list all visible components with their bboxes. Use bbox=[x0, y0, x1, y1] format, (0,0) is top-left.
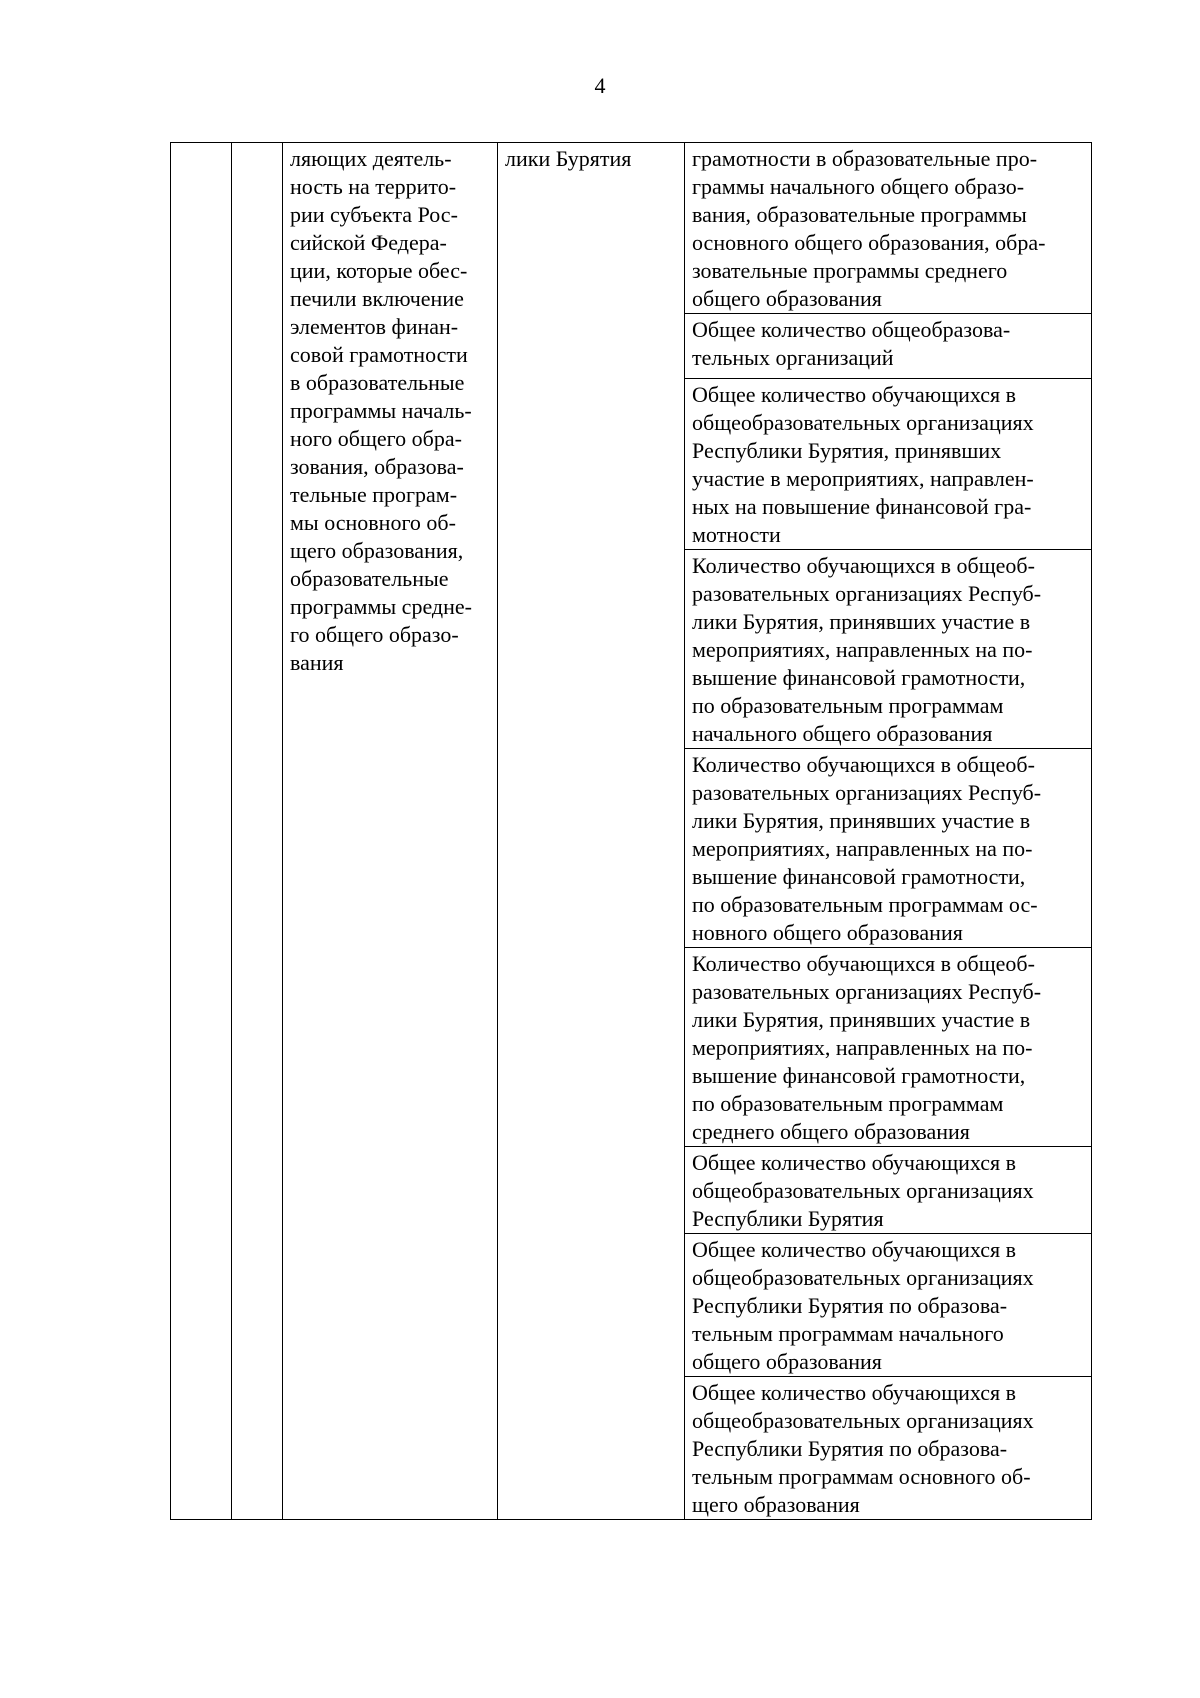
executor-text: лики Бурятия bbox=[505, 146, 632, 171]
task-cell bbox=[283, 143, 498, 1520]
indicator-cell bbox=[685, 948, 1092, 1147]
indicator-cell bbox=[685, 1377, 1092, 1520]
indicator-cell bbox=[685, 1234, 1092, 1377]
indicator-cell bbox=[685, 749, 1092, 948]
page-number: 4 bbox=[594, 73, 606, 98]
indicator-cell bbox=[685, 143, 1092, 314]
executor-cell bbox=[498, 143, 685, 1520]
indicator-text: грамотности в образовательные про- граммы начального общего образо- вания, образовательные программы основного общего образования, обра- зовательные программы среднего общего образования bbox=[692, 146, 1046, 311]
indicator-text: Общее количество обучающихся в общеобразовательных организациях Республики Бурятия по образова- тельным программам основного об- щего образования bbox=[692, 1380, 1034, 1517]
task-text: ляющих деятель- ность на террито- рии субъекта Рос- сийской Федера- ции, которые обес- печили включение элементов финан- совой грамотности в образовательные программы началь- ного общего обра- зования, образова- тельные програм- мы основного об- щего образования, образовательные программы средне- го общего образо- вания bbox=[290, 146, 472, 675]
indicator-text: Количество обучающихся в общеоб- разовательных организациях Респуб- лики Бурятия, принявших участие в мероприятиях, направленных на по- вышение финансовой грамотности, по образовательным программам среднего общего образования bbox=[692, 951, 1042, 1144]
indicator-text: Количество обучающихся в общеоб- разовательных организациях Респуб- лики Бурятия, принявших участие в мероприятиях, направленных на по- вышение финансовой грамотности, по образовательным программам начального общего образования bbox=[692, 553, 1042, 746]
indicator-text: Общее количество обучающихся в общеобразовательных организациях Республики Бурятия, принявших участие в мероприятиях, направлен- ных на повышение финансовой гра- мотности bbox=[692, 382, 1034, 547]
indicator-text: Общее количество обучающихся в общеобразовательных организациях Республики Бурятия bbox=[692, 1150, 1034, 1231]
table-row bbox=[171, 143, 1092, 314]
indicator-text: Общее количество обучающихся в общеобразовательных организациях Республики Бурятия по образова- тельным программам начального общего образования bbox=[692, 1237, 1034, 1374]
number-cell bbox=[171, 143, 232, 1520]
indicator-cell bbox=[685, 1147, 1092, 1234]
indicator-cell bbox=[685, 550, 1092, 749]
indicator-text: Количество обучающихся в общеоб- разовательных организациях Респуб- лики Бурятия, принявших участие в мероприятиях, направленных на по- вышение финансовой грамотности, по образовательным программам ос- новного общего образования bbox=[692, 752, 1042, 945]
indicator-cell bbox=[685, 314, 1092, 379]
indicators-table bbox=[170, 142, 1092, 1520]
indicator-text: Общее количество общеобразова- тельных организаций bbox=[692, 317, 1011, 370]
indicator-cell bbox=[685, 379, 1092, 550]
subnumber-cell bbox=[232, 143, 283, 1520]
